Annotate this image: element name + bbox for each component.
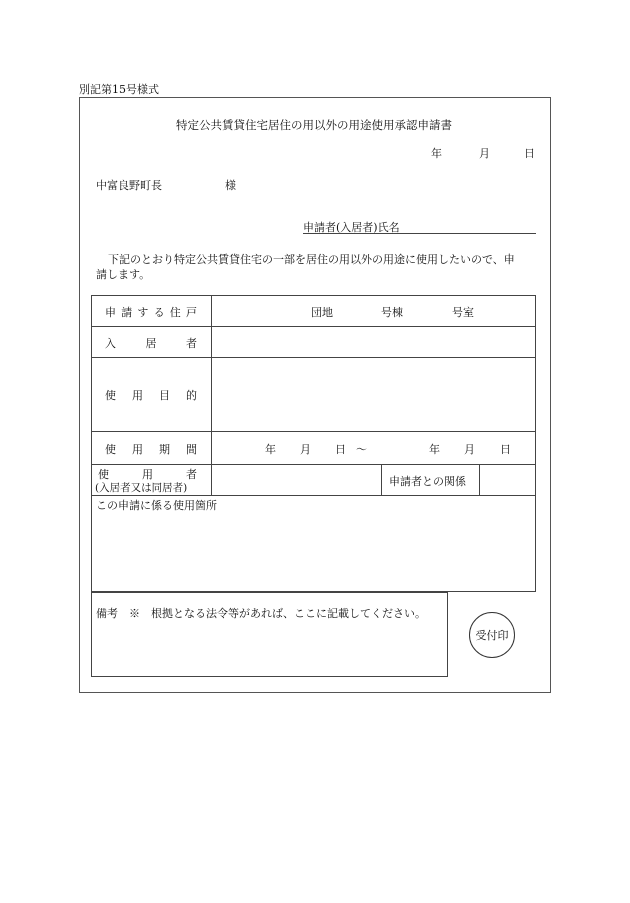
reception-stamp-label: 受付印 <box>475 629 509 642</box>
relation-cell-divider <box>381 464 382 495</box>
row-divider <box>91 326 536 327</box>
date-year: 年 <box>431 147 442 160</box>
body-text-line2: 請します。 <box>96 268 151 281</box>
gotou-label: 号棟 <box>381 306 403 319</box>
applicant-name-label: 申請者(入居者)氏名 <box>303 221 400 234</box>
row-divider <box>91 431 536 432</box>
form-number: 別記第15号様式 <box>79 83 159 96</box>
usage-location-label: この申請に係る使用箇所 <box>96 499 217 512</box>
date-month: 月 <box>479 147 490 160</box>
period-start-day: 日 <box>335 443 346 456</box>
purpose-label: 使 用 目 的 <box>105 389 197 402</box>
period-end-month: 月 <box>464 443 475 456</box>
relation-label: 申請者との関係 <box>389 475 466 488</box>
addressee-honorific: 様 <box>225 179 236 192</box>
reception-stamp <box>469 612 515 658</box>
user-label: 使 用 者 <box>98 468 197 481</box>
body-text-line1: 下記のとおり特定公共賃貸住宅の一部を居住の用以外の用途に使用したいので、申 <box>108 253 515 266</box>
row-divider <box>91 464 536 465</box>
resident-label: 入 居 者 <box>105 337 197 350</box>
dwelling-label: 申 請 す る 住 戸 <box>105 306 197 319</box>
period-start-year: 年 <box>265 443 276 456</box>
row-divider <box>91 357 536 358</box>
relation-cell-divider <box>479 464 480 495</box>
period-label: 使 用 期 間 <box>105 443 197 456</box>
period-end-day: 日 <box>500 443 511 456</box>
applicant-name-underline <box>303 233 536 234</box>
addressee-name: 中富良野町長 <box>96 179 162 192</box>
form-title: 特定公共賃貸住宅居住の用以外の用途使用承認申請書 <box>176 118 452 132</box>
row-divider <box>91 495 536 496</box>
label-column-divider <box>211 295 212 495</box>
period-end-year: 年 <box>429 443 440 456</box>
danchi-label: 団地 <box>311 306 333 319</box>
goushitsu-label: 号室 <box>452 306 474 319</box>
remarks-text: 備考 ※ 根拠となる法令等があれば、ここに記載してください。 <box>96 607 426 620</box>
period-start-month: 月 <box>300 443 311 456</box>
user-sub-label: (入居者又は同居者) <box>95 482 188 494</box>
period-tilde: ～ <box>356 443 367 456</box>
date-day: 日 <box>524 147 535 160</box>
